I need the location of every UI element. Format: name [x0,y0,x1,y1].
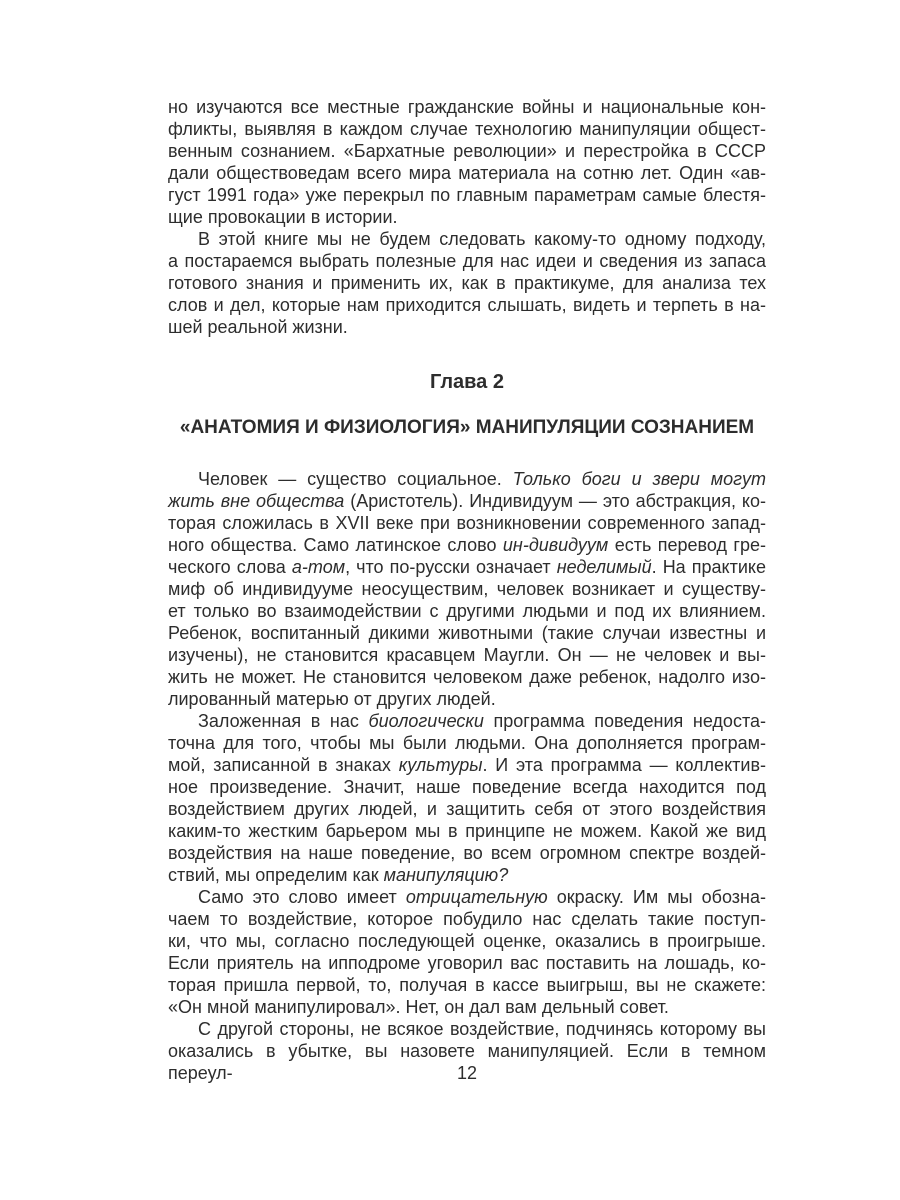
text-line [168,556,766,578]
text-line [168,118,766,140]
page-number: 12 [456,1063,478,1083]
text-line [168,512,766,534]
text-line [168,622,766,644]
body-text: Ребенок, воспитанный дикими животными (такие случаи известны и [168,623,766,643]
text-line [168,250,766,272]
body-text: но изучаются все местные гражданские войны и национальные кон- [168,97,766,117]
body-text: дали обществоведам всего мира материала на сотню лет. Один «ав- [168,163,766,183]
text-line [168,1018,766,1040]
text-line [168,908,766,930]
body-text: . На практике [651,557,767,577]
body-text: ческого слова [168,557,292,577]
body-text: ного общества. Само латинское слово [168,535,503,555]
body-text: ки, что мы, согласно последующей оценке, оказались в проигрыше. [168,931,766,951]
body-text: ствий, мы определим как [168,865,384,885]
italic-text: биологически [368,711,484,731]
body-text: ное произведение. Значит, наше поведение всегда находится под [168,777,766,797]
text-line [168,96,766,118]
body-text: фликты, выявляя в каждом случае технологию манипуляции общест- [168,119,766,139]
text-line [168,534,766,556]
body-text: есть перевод гре- [608,535,766,555]
italic-text: ин-дивидуум [502,535,609,555]
text-line [168,206,766,228]
chapter-title: «АНАТОМИЯ И ФИЗИОЛОГИЯ» МАНИПУЛЯЦИИ СОЗНАНИЕМ [179,417,755,438]
body-text: окраску. Им мы обозна- [547,887,766,907]
text-line [168,272,766,294]
body-text: точна для того, чтобы мы были людьми. Она дополняется програм- [168,733,766,753]
italic-text: жить вне общества [168,491,345,511]
paragraph-1 [168,96,766,228]
text-line [168,294,766,316]
body-text: оказались в убытке, вы назовете манипуляцией. Если в темном переул- [168,1041,766,1083]
body-text: готового знания и применить их, как в практикуме, для анализа тех [168,273,766,293]
body-text: густ 1991 года» уже перекрыл по главным параметрам самые блестя- [168,185,766,205]
body-text: изучены), не становится красавцем Маугли. Он — не человек и вы- [168,645,766,665]
body-text: воздействием других людей, и защитить себя от этого воздействия [168,799,766,819]
body-text: , что по-русски означает [345,557,557,577]
body-text: мой, записанной в знаках [168,755,399,775]
text-line [168,886,766,908]
italic-text: культуры [398,755,483,775]
text-line [168,710,766,732]
body-text: программа поведения недоста- [483,711,766,731]
text-line [168,468,766,490]
body-text: Человек — существо социальное. [198,469,513,489]
body-text: Если приятель на ипподроме уговорил вас поставить на лошадь, ко- [168,953,766,973]
italic-text: неделимый [556,557,652,577]
body-text: ет только во взаимодействии с другими людьми и под их влиянием. [168,601,766,621]
body-text: шей реальной жизни. [168,317,348,337]
body-text: миф об индивидууме неосуществим, человек возникает и существу- [168,579,766,599]
italic-text: отрицательную [405,887,548,907]
body-text: слов и дел, которые нам приходится слышать, видеть и терпеть в на- [168,295,766,315]
text-line [168,864,766,886]
text-line [168,820,766,842]
body-text: «Он мной манипулировал». Нет, он дал вам дельный совет. [168,997,669,1017]
body-text: торая пришла первой, то, получая в кассе выигрыш, вы не скажете: [168,975,766,995]
italic-text: Только боги и звери могут [512,469,766,489]
body-text: Заложенная в нас [198,711,369,731]
text-line [168,600,766,622]
text-line [168,490,766,512]
text-line [168,316,766,338]
text-line [168,776,766,798]
text-line [168,974,766,996]
paragraph-2 [168,228,766,338]
body-text: С другой стороны, не всякое воздействие, подчинясь которому вы [198,1019,766,1039]
paragraph-5 [168,886,766,1018]
italic-text: манипуляцию? [383,865,509,885]
body-text: а постараемся выбрать полезные для нас идеи и сведения из запаса [168,251,766,271]
paragraph-3 [168,468,766,710]
text-line [168,644,766,666]
text-line [168,930,766,952]
italic-text: а-том [291,557,346,577]
text-line [168,798,766,820]
text-line [168,184,766,206]
body-text: венным сознанием. «Бархатные революции» и перестройка в СССР [168,141,766,161]
body-text: каким-то жестким барьером мы в принципе не можем. Какой же вид [168,821,766,841]
body-text: (Аристотель). Индивидуум — это абстракция, ко- [344,491,766,511]
text-line [168,228,766,250]
body-text: Само это слово имеет [198,887,406,907]
text-column [168,96,766,1084]
body-text: жить не может. Не становится человеком даже ребенок, надолго изо- [168,667,766,687]
body-text: . И эта программа — коллектив- [482,755,767,775]
text-line [168,688,766,710]
chapter-number: Глава 2 [429,371,504,393]
text-line [168,140,766,162]
body-text: чаем то воздействие, которое побудило нас сделать такие поступ- [168,909,766,929]
body-text: торая сложилась в XVII веке при возникновении современного запад- [168,513,766,533]
body-text: щие провокации в истории. [168,207,398,227]
body-text: воздействия на наше поведение, во всем огромном спектре воздей- [168,843,766,863]
body-text: В этой книге мы не будем следовать какому-то одному подходу, [198,229,766,249]
body-text: лированный матерью от других людей. [168,689,496,709]
text-line [168,732,766,754]
text-line [168,996,766,1018]
text-line [168,666,766,688]
text-line [168,842,766,864]
text-line [168,578,766,600]
paragraph-4 [168,710,766,886]
text-line [168,754,766,776]
text-line [168,162,766,184]
text-line [168,952,766,974]
